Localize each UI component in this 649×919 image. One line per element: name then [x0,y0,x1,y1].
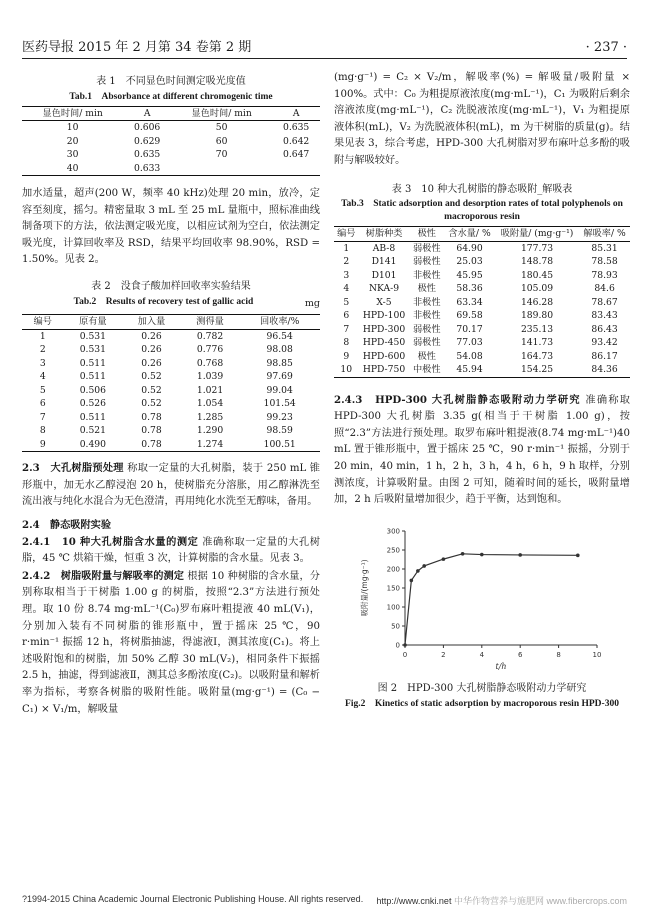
table-cell: 7 [343,323,350,335]
section-heading: 2.4.3 HPD-300 大孔树脂静态吸附动力学研究 [334,393,581,406]
table-cell: 0.782 [196,330,224,342]
table-cell: 78.67 [591,296,618,308]
table-cell: 63.34 [456,296,483,308]
section-heading: 2.4.1 10 种大孔树脂含水量的测定 [22,535,199,548]
table2-row [22,411,320,425]
table-cell: 40 [22,162,123,176]
section-2-4-3 [334,392,630,509]
table2-row [22,438,320,452]
table3-header: 树脂种类 [359,227,410,242]
table-cell: 0.521 [79,425,106,437]
table-cell: 1 [343,242,350,254]
table1-header: 显色时间/ min [22,106,123,121]
table-cell: 70.17 [456,323,483,335]
figure2-caption-en: Fig.2 Kinetics of static adsorption by macroporous resin HPD-300 [345,699,619,709]
table3-title-en: Tab.3 Static adsorption and desorption rates of total polyphenols on macroporous resin [341,199,623,223]
table-cell: HPD-600 [362,350,406,362]
table-cell: 1.039 [196,371,224,383]
table-cell: 9 [22,438,64,452]
table-cell: 78.93 [591,269,618,281]
table-cell: 非极性 [413,296,441,308]
table1-row [22,135,320,149]
table-cell: 0.635 [133,149,161,161]
table-cell: 20 [66,135,79,147]
table-cell: 99.23 [266,411,293,423]
table-cell [272,162,320,176]
table-cell: 中极性 [409,363,444,377]
table-cell: 69.58 [456,310,483,322]
table2-row [22,397,320,411]
section-2-4-2 [22,568,320,718]
table-cell: HPD-300 [362,323,406,335]
table-cell: 5 [39,384,46,396]
table-cell: 85.31 [591,242,618,254]
data-point [576,553,580,557]
table-cell: 0.776 [196,344,224,356]
section-heading: 2.3 大孔树脂预处理 [22,462,124,475]
table-cell: 25.03 [456,256,483,268]
table-cell: HPD-450 [362,337,406,349]
section-text: 称取一定量的大孔树脂，装于 250 mL 锥形瓶中，加无水乙醇浸泡 20 h，使树脂充分溶胀，用乙醇淋洗至流出液与纯化水混合为无色澄清，再用纯化水洗至无醇味，备用。 [22,463,320,508]
table3-header: 含水量/ % [444,227,495,242]
table2-header: 编号 [22,315,64,330]
table-cell: 2 [343,256,350,268]
table1-title-en: Tab.1 Absorbance at different chromogenic time [69,91,273,102]
right-column [334,70,630,711]
table3-row [334,363,630,377]
table3-row [334,336,630,350]
table-cell: 164.73 [520,350,554,362]
table-cell: 0.635 [282,122,310,134]
data-point [416,569,420,573]
x-tick-label: 2 [441,650,446,659]
table-cell: 弱极性 [413,242,441,254]
table-cell: 64.90 [456,242,483,254]
table-cell: 98.85 [266,357,293,369]
y-tick-label: 150 [386,584,400,593]
table-cell: 0.26 [141,357,162,369]
table2-unit: mg [304,297,320,309]
table3-row [334,282,630,296]
paragraph-formula: (mg·g⁻¹) = C₂ × V₂/m，解吸率(%) = 解吸量/吸附量 × 100%。式中：C₀ 为粗提原液浓度(mg·mL⁻¹)，C₁ 为吸附后剩余溶液浓度(mg·mL⁻¹)，C₂ 洗脱液浓度(mg·mL⁻¹)，V₁ 为粗提原液体积(mL)，V₂ 为洗脱液体积(mL)，m 为干树脂的质量(g)。结果见表 3，综合考虑，HPD-300 大孔树脂对罗布麻叶总多酚的吸附与解吸较好。 [334,72,630,166]
table-cell: 101.54 [263,398,296,410]
table-cell: 0.768 [196,357,224,369]
table-cell: HPD-100 [362,310,406,322]
table-cell: NKA-9 [368,283,400,295]
table-cell: 0.606 [133,122,161,134]
table1-row [22,162,320,176]
table-cell: HPD-750 [359,363,410,377]
x-tick-label: 6 [517,650,523,659]
table1-header: A [272,106,320,121]
table-cell: 0.511 [79,411,106,423]
y-axis-label: 吸附量/(mg·g⁻¹) [360,559,369,617]
table-cell: 7 [39,411,46,423]
y-tick-label: 200 [386,565,400,574]
table-cell: 10 [334,363,359,377]
table-cell: 78.58 [591,256,618,268]
table-cell: 0.78 [122,438,181,452]
table-cell: 146.28 [520,296,554,308]
section-text: 准确称取 HPD-300 大孔树脂 3.35 g(相当于干树脂 1.00 g)，按照“2.3”方法进行预处理。取罗布麻叶粗提液(8.74 mg·mL⁻¹)40 mL 置于锥形瓶中，置于摇床 25 ℃，90 r·min⁻¹ 振摇，分别于 20 min，40 min，1 h，2 h，3 h，4 h，6 h，9 h 取样，分别测浓度，计算吸附量。由图 2 可知，随着时间的延长，吸附量增加，2 h 后吸附量增加很少，趋于平衡，达到饱和。 [334,394,630,506]
section-heading: 2.4.2 树脂吸附量与解吸率的测定 [22,569,185,582]
table-cell: 93.42 [591,337,618,349]
cnki-link[interactable]: http://www.cnki.net [376,896,452,906]
page-footer [22,894,627,907]
figure2-caption-cn: 图 2 HPD-300 大孔树脂静态吸附动力学研究 [377,683,587,695]
copyright-text: ?1994-2015 China Academic Journal Electronic Publishing House. All rights reserved. [22,894,364,904]
table-cell: 0.52 [141,398,162,410]
table3-header: 编号 [334,227,359,242]
table-cell: D101 [371,269,397,281]
table-cell: 0.506 [79,384,106,396]
table-cell: 98.59 [266,425,293,437]
y-tick-label: 300 [386,527,400,536]
table-cell: 1 [39,330,46,342]
table3 [334,226,630,378]
table-cell: 6 [39,398,46,410]
table-cell: 0.78 [141,425,162,437]
table-cell: 98.08 [266,344,293,356]
table2-row [22,357,320,371]
y-tick-label: 250 [386,546,400,555]
table-cell: 0.511 [79,357,106,369]
table-cell: 86.17 [591,350,618,362]
x-axis-label: t/h [495,661,507,671]
table-cell: 84.36 [579,363,630,377]
y-tick-label: 0 [395,641,400,650]
table-cell: 4 [343,283,350,295]
table-cell: 0.531 [79,330,106,342]
table-cell: 1.274 [181,438,240,452]
table-cell [171,162,272,176]
table3-row [334,255,630,269]
table2-title-en: Tab.2 Results of recovery test of gallic acid [73,296,254,307]
table-cell: 极性 [417,350,436,362]
table-cell: 9 [343,350,350,362]
data-point [403,643,407,647]
table-cell: 86.43 [591,323,618,335]
table2-header: 回收率/% [239,315,320,330]
table-cell: 10 [66,122,79,134]
data-point [442,557,446,561]
table-cell: 极性 [417,283,436,295]
table-cell: 0.629 [133,135,161,147]
section-text: 根据 10 种树脂的含水量，分别称取相当于干树脂 1.00 g 的树脂，按照“2.3”方法进行预处理。取 10 份 8.74 mg·mL⁻¹(C₀)罗布麻叶粗提液 40 mL(V₁)，分别加入装有不同树脂的锥形瓶中，置于摇床 25 ℃，90 r·min⁻¹ 振摇 12 h，将树脂抽滤，得滤液Ⅰ，测其浓度(C₁)。将上述吸附饱和的树脂，加 50% 乙醇 30 mL(V₂)，相同条件下振摇 2.5 h，抽滤，得到滤液Ⅱ，测其总多酚浓度(C₂)。以吸附量和解析率为指标，考察各树脂的吸附性能。吸附量(mg·g⁻¹) = (C₀ − C₁) × V₁/m，解吸量 [22,570,320,715]
table-cell: 1.021 [196,384,224,396]
data-point [518,553,522,557]
table-cell: 0.647 [282,149,310,161]
table1-header: A [123,106,171,121]
table-cell: 235.13 [520,323,554,335]
table-cell: 96.54 [266,330,293,342]
table-cell: 6 [343,310,350,322]
table-cell: 0.526 [79,398,106,410]
table3-row [334,323,630,337]
table-cell: 58.36 [456,283,483,295]
x-tick-label: 10 [592,650,602,659]
table-cell: 141.73 [520,337,554,349]
table-cell: 54.08 [456,350,483,362]
data-point [461,552,465,556]
x-tick-label: 4 [479,650,485,659]
section-2-3 [22,460,320,511]
table3-header: 极性 [409,227,444,242]
table-cell: 3 [39,357,46,369]
table-cell: 77.03 [456,337,483,349]
section-text: 准确称取一定量的大孔树脂，45 ℃ 烘箱干燥，恒重 3 次，计算树脂的含水量。见表 3。 [22,536,320,565]
table3-row [334,296,630,310]
watermark-text: 中华作物营养与施肥网 www.fibercrops.com [453,896,627,906]
table3-row [334,350,630,364]
x-tick-label: 0 [402,650,408,659]
table2-header: 原有量 [64,315,123,330]
table-cell: 70 [215,149,228,161]
table-cell: 60 [215,135,228,147]
data-point [480,553,484,557]
section-2-4-1 [22,534,320,568]
table-cell: 8 [343,337,350,349]
table-cell: 2 [39,344,46,356]
table-cell: 1.054 [196,398,224,410]
table-cell: 84.6 [594,283,615,295]
table2-title-cn: 表 2 没食子酸加样回收率实验结果 [91,281,251,293]
table-cell: 83.43 [591,310,618,322]
table-cell: 0.78 [141,411,162,423]
table-cell: 8 [39,425,46,437]
table3-title-cn: 表 3 10 种大孔树脂的静态吸附_解吸表 [391,183,573,195]
table1-row [22,148,320,162]
table-cell: 0.26 [141,344,162,356]
table-cell: AB-8 [372,242,396,254]
paragraph-recovery: 加水适量，超声(200 W，频率 40 kHz)处理 20 min，放冷，定容至刻度，摇匀。精密量取 3 mL 至 25 mL 量瓶中，照标准曲线制备项下的方法，依法测定吸光度，以相应试剂为空白，依法测定吸光度，计算回收率及 RSD，结果平均回收率 98.90%，RSD = 1.50%。见表 2。 [22,188,320,266]
table-cell: 0.52 [141,371,162,383]
table3-row [334,269,630,283]
table-cell: 3 [343,269,350,281]
table-cell: 5 [343,296,350,308]
table-cell: 0.26 [141,330,162,342]
table2 [22,314,320,452]
table2-row [22,343,320,357]
table-cell: 45.95 [456,269,483,281]
page-number: · 237 · [585,40,627,55]
figure-2 [334,523,630,711]
table-cell: 4 [39,371,46,383]
table2-row [22,384,320,398]
table1-header: 显色时间/ min [171,106,272,121]
table3-header: 吸附量/ (mg·g⁻¹) [495,227,579,242]
table2-row [22,329,320,343]
series-line [405,554,578,645]
table-cell: X-5 [376,296,392,308]
table-cell: 99.04 [266,384,293,396]
table-cell: D141 [371,256,397,268]
table3-row [334,241,630,255]
table-cell: 97.69 [266,371,293,383]
table-cell: 0.511 [79,371,106,383]
table-cell: 0.52 [141,384,162,396]
x-tick-label: 8 [556,650,561,659]
data-point [410,578,414,582]
table2-row [22,424,320,438]
y-tick-label: 100 [386,603,400,612]
table-cell: 0.531 [79,344,106,356]
table-cell: 1.290 [196,425,224,437]
table-cell: 0.633 [123,162,171,176]
table2-row [22,370,320,384]
journal-header: 医药导报 2015 年 2 月第 34 卷第 2 期 [22,40,252,55]
table-cell: 1.285 [196,411,224,423]
table2-header: 加入量 [122,315,181,330]
table-cell: 45.94 [444,363,495,377]
table-cell: 105.09 [520,283,554,295]
table-cell: 100.51 [239,438,320,452]
table-cell: 弱极性 [413,323,441,335]
left-column [22,70,320,718]
table3-row [334,309,630,323]
data-point [422,564,426,568]
y-tick-label: 50 [391,622,400,631]
table-cell: 非极性 [413,269,441,281]
table-cell: 弱极性 [413,256,441,268]
table-cell: 180.45 [520,269,554,281]
kinetics-chart [357,523,607,673]
table1 [22,106,320,177]
table-cell: 0.642 [282,135,310,147]
page-header [22,36,627,59]
table1-row [22,121,320,135]
table3-header: 解吸率/ % [579,227,630,242]
table1-title-cn: 表 1 不同显色时间测定吸光度值 [96,76,246,87]
table-cell: 0.490 [64,438,123,452]
table-cell: 30 [66,149,79,161]
table-cell: 154.25 [495,363,579,377]
section-2-4-heading: 2.4 静态吸附实验 [22,519,112,532]
table2-header: 测得量 [181,315,240,330]
table-cell: 177.73 [520,242,554,254]
table-cell: 148.78 [520,256,554,268]
table-cell: 非极性 [413,310,441,322]
table-cell: 弱极性 [413,337,441,349]
table-cell: 189.80 [520,310,554,322]
table-cell: 50 [215,122,228,134]
